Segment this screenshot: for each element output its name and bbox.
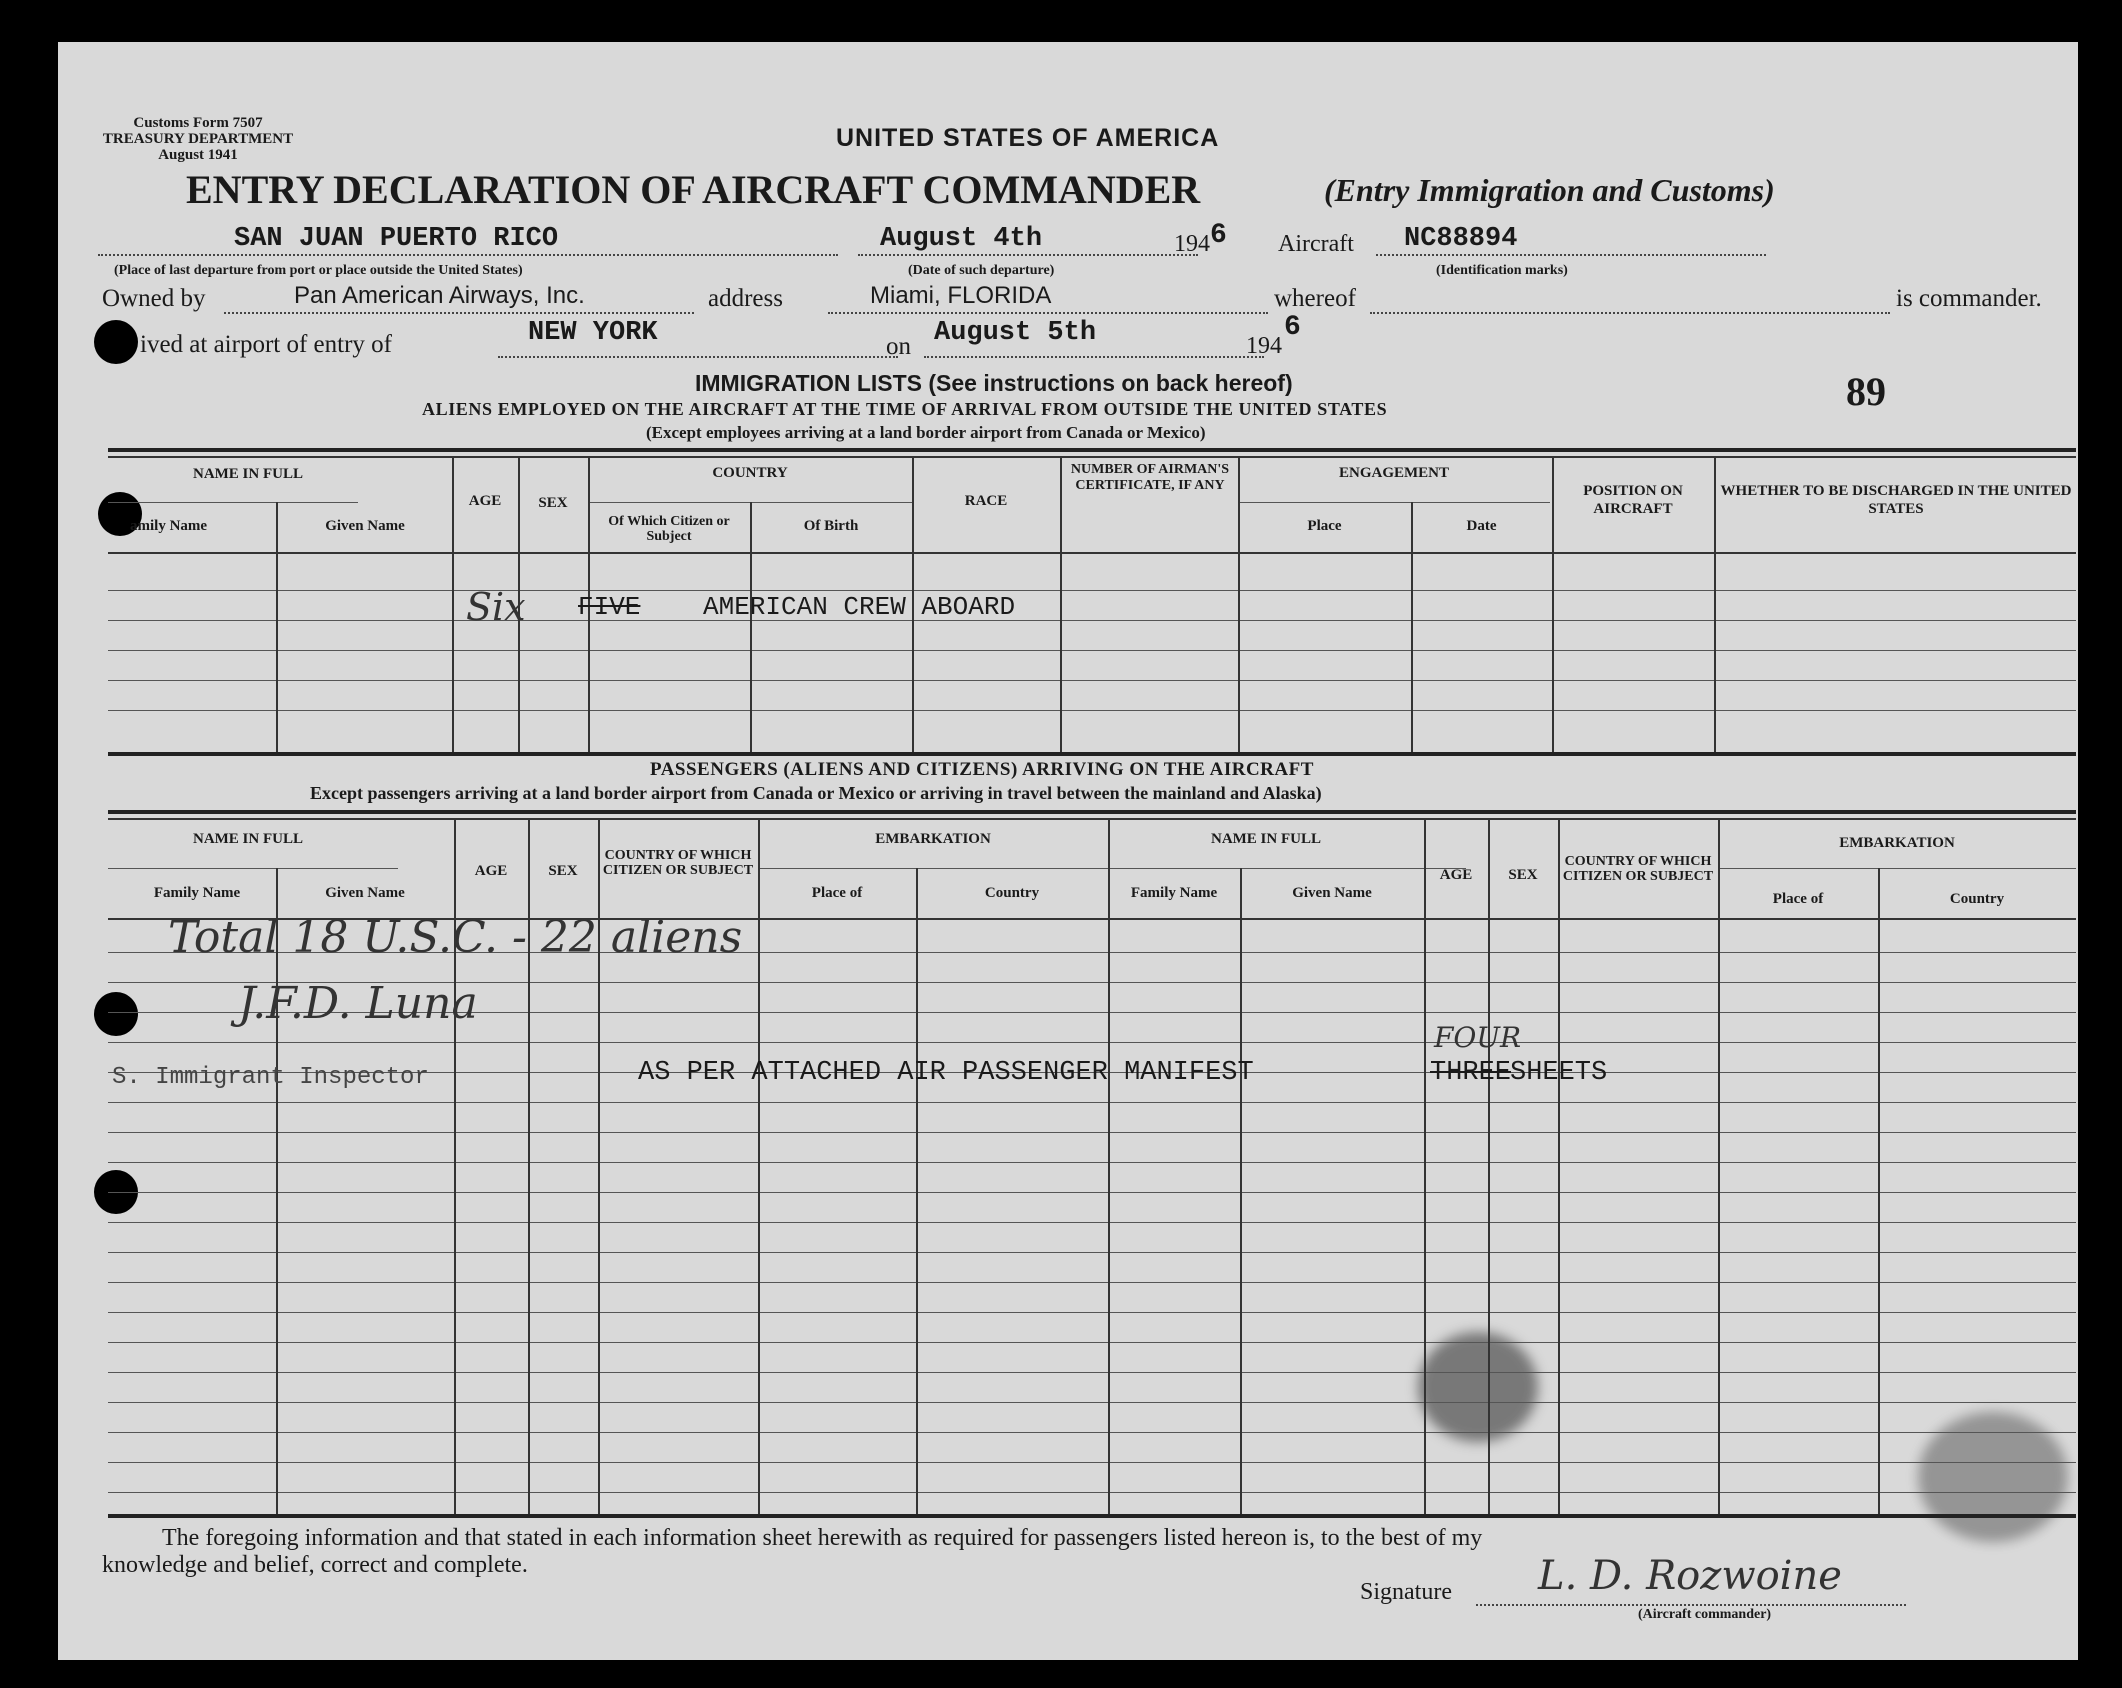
address-label: address bbox=[708, 285, 783, 312]
departure-place-caption: (Place of last departure from port or place outside the United States) bbox=[114, 263, 523, 278]
passenger-row-line bbox=[108, 1342, 2076, 1343]
crew-col-date: Date bbox=[1466, 518, 1497, 534]
crew-note: AMERICAN CREW ABOARD bbox=[703, 592, 1016, 622]
passenger-row-line bbox=[108, 1252, 2076, 1253]
crew-col-engagement: ENGAGEMENT bbox=[1338, 465, 1449, 481]
crew-col-place: Place bbox=[1307, 518, 1342, 534]
crew-col-race: RACE bbox=[964, 493, 1008, 509]
passenger-row-line bbox=[108, 1432, 2076, 1433]
handwritten-initials: J.F.D. Luna bbox=[238, 978, 478, 1029]
arrival-year-prefix: 194 bbox=[1246, 333, 1282, 359]
arrival-airport: NEW YORK bbox=[528, 318, 658, 348]
pass-col-family-right: Family Name bbox=[1130, 885, 1218, 901]
departure-year-prefix: 194 bbox=[1174, 231, 1210, 257]
crew-count-struck: FIVE bbox=[578, 592, 641, 622]
pass-col-place-right: Place of bbox=[1772, 891, 1824, 907]
arrival-year-digit: 6 bbox=[1284, 312, 1301, 343]
pass-col-sex-right: SEX bbox=[1508, 867, 1538, 883]
crew-col-country: COUNTRY bbox=[712, 465, 788, 481]
passengers-note: Except passengers arriving at a land border airport from Canada or Mexico or arriving in travel between the mainland and Alaska) bbox=[310, 783, 1322, 803]
owner-name: Pan American Airways, Inc. bbox=[294, 282, 585, 309]
whereof-label: whereof bbox=[1274, 285, 1356, 312]
signature-caption: (Aircraft commander) bbox=[1638, 1607, 1772, 1622]
pass-col-given: Given Name bbox=[325, 885, 405, 901]
aircraft-label: Aircraft bbox=[1278, 231, 1354, 257]
crew-col-citizen: Of Which Citizen or Subject bbox=[608, 514, 730, 545]
commander-label: is commander. bbox=[1896, 285, 2042, 312]
departure-date-caption: (Date of such departure) bbox=[908, 263, 1055, 278]
arrival-airport-line bbox=[498, 356, 898, 358]
signature-line bbox=[1476, 1604, 1906, 1606]
form-sheet bbox=[58, 42, 2078, 1660]
aircraft-marks: NC88894 bbox=[1404, 224, 1518, 254]
pass-col-country-right: COUNTRY OF WHICH CITIZEN OR SUBJECT bbox=[1562, 854, 1714, 885]
crew-col-age: AGE bbox=[468, 493, 502, 509]
passenger-row-line bbox=[108, 1132, 2076, 1133]
inspector-label: S. Immigrant Inspector bbox=[112, 1064, 429, 1091]
passenger-row-line bbox=[108, 1192, 2076, 1193]
pass-col-place: Place of bbox=[811, 885, 863, 901]
commander-signature: L. D. Rozwoine bbox=[1538, 1553, 1842, 1599]
immigration-subheading: ALIENS EMPLOYED ON THE AIRCRAFT AT THE TIME OF ARRIVAL FROM OUTSIDE THE UNITED STATES bbox=[422, 399, 1388, 419]
pass-col-embark-country-right: Country bbox=[1949, 891, 2005, 907]
pass-col-country: COUNTRY OF WHICH CITIZEN OR SUBJECT bbox=[602, 848, 754, 879]
pass-col-name-right: NAME IN FULL bbox=[1210, 831, 1321, 847]
pass-col-name: NAME IN FULL bbox=[192, 831, 303, 847]
crew-col-position: POSITION ON AIRCRAFT bbox=[1583, 483, 1683, 517]
passenger-row-line bbox=[108, 1222, 2076, 1223]
aircraft-caption: (Identification marks) bbox=[1436, 263, 1568, 278]
passenger-row-line bbox=[108, 1312, 2076, 1313]
passenger-row-line bbox=[108, 1372, 2076, 1373]
passenger-row-line bbox=[108, 1282, 2076, 1283]
owned-label: Owned by bbox=[102, 285, 206, 312]
signature-label: Signature bbox=[1360, 1579, 1452, 1605]
form-number: Customs Form 7507 bbox=[133, 115, 263, 131]
passengers-heading: PASSENGERS (ALIENS AND CITIZENS) ARRIVING ON THE AIRCRAFT bbox=[650, 759, 1314, 780]
owner-address: Miami, FLORIDA bbox=[870, 282, 1052, 309]
manifest-struck: THREE bbox=[1430, 1058, 1512, 1088]
pass-col-sex: SEX bbox=[548, 863, 578, 879]
commander-line bbox=[1370, 312, 1890, 314]
address-line bbox=[828, 312, 1268, 314]
crew-col-family: amily Name bbox=[130, 518, 208, 534]
pass-col-embarkation-right: EMBARKATION bbox=[1839, 835, 1955, 851]
immigration-note: (Except employees arriving at a land border airport from Canada or Mexico) bbox=[646, 423, 1206, 442]
crew-table-top-2 bbox=[108, 456, 2076, 458]
crew-col-discharged: WHETHER TO BE DISCHARGED IN THE UNITED STATES bbox=[1720, 483, 2072, 517]
ink-smudge bbox=[1418, 1332, 1538, 1442]
immigration-heading: IMMIGRATION LISTS (See instructions on back hereof) bbox=[695, 370, 1293, 396]
punch-hole bbox=[94, 992, 138, 1036]
arrival-on-label: on bbox=[886, 333, 911, 360]
manifest-note: AS PER ATTACHED AIR PASSENGER MANIFEST bbox=[638, 1058, 1254, 1088]
edition: August 1941 bbox=[158, 146, 238, 163]
arrival-label: ived at airport of entry of bbox=[140, 331, 392, 358]
passenger-row-line bbox=[108, 1042, 2076, 1043]
department: TREASURY DEPARTMENT bbox=[102, 130, 294, 147]
arrival-date-line bbox=[924, 356, 1264, 358]
crew-header-bottom bbox=[108, 552, 2076, 554]
passenger-table-top bbox=[108, 810, 2076, 814]
form-id-block bbox=[98, 116, 298, 163]
declaration-line-2: knowledge and belief, correct and complete. bbox=[102, 1552, 528, 1578]
departure-date: August 4th bbox=[880, 224, 1043, 254]
passenger-row-line bbox=[108, 1462, 2076, 1463]
passenger-row-line bbox=[108, 1162, 2076, 1163]
crew-table-bottom bbox=[108, 752, 2076, 756]
manifest-sheets: SHEETS bbox=[1510, 1058, 1608, 1088]
handwritten-total: Total 18 U.S.C. - 22 aliens bbox=[168, 912, 743, 963]
crew-col-sex: SEX bbox=[538, 495, 568, 511]
crew-table-top bbox=[108, 448, 2076, 452]
country-heading: UNITED STATES OF AMERICA bbox=[836, 124, 1220, 152]
pass-col-age-right: AGE bbox=[1439, 867, 1473, 883]
passenger-row-line bbox=[108, 1102, 2076, 1103]
pass-col-age: AGE bbox=[474, 863, 508, 879]
page-subtitle: (Entry Immigration and Customs) bbox=[1324, 172, 1775, 208]
pass-col-embarkation: EMBARKATION bbox=[875, 831, 991, 847]
aircraft-line bbox=[1376, 254, 1766, 256]
manifest-handwritten: FOUR bbox=[1434, 1021, 1522, 1054]
arrival-date: August 5th bbox=[934, 318, 1097, 348]
departure-place: SAN JUAN PUERTO RICO bbox=[234, 224, 559, 254]
crew-count-handwritten: Six bbox=[466, 585, 526, 629]
crew-col-name: NAME IN FULL bbox=[192, 466, 303, 482]
page-title: ENTRY DECLARATION OF AIRCRAFT COMMANDER bbox=[186, 167, 1201, 212]
pass-col-given-right: Given Name bbox=[1292, 885, 1372, 901]
owner-line bbox=[224, 312, 694, 314]
departure-place-line bbox=[98, 254, 838, 256]
passenger-row-line bbox=[108, 1492, 2076, 1493]
crew-col-birth: Of Birth bbox=[803, 518, 859, 534]
pass-col-family: Family Name bbox=[153, 885, 241, 901]
pass-col-embark-country: Country bbox=[984, 885, 1040, 901]
punch-hole bbox=[94, 320, 138, 364]
passenger-table-bottom bbox=[108, 1514, 2076, 1518]
departure-year-digit: 6 bbox=[1210, 220, 1227, 251]
declaration-line-1: The foregoing information and that stated in each information sheet herewith as required for passengers listed hereon is, to the best of my bbox=[162, 1525, 1483, 1551]
page-number: 89 bbox=[1846, 369, 1886, 414]
departure-date-line bbox=[858, 254, 1198, 256]
crew-col-certificate: NUMBER OF AIRMAN'S CERTIFICATE, IF ANY bbox=[1070, 462, 1230, 494]
passenger-row-line bbox=[108, 1402, 2076, 1403]
crew-col-given: Given Name bbox=[325, 518, 405, 534]
